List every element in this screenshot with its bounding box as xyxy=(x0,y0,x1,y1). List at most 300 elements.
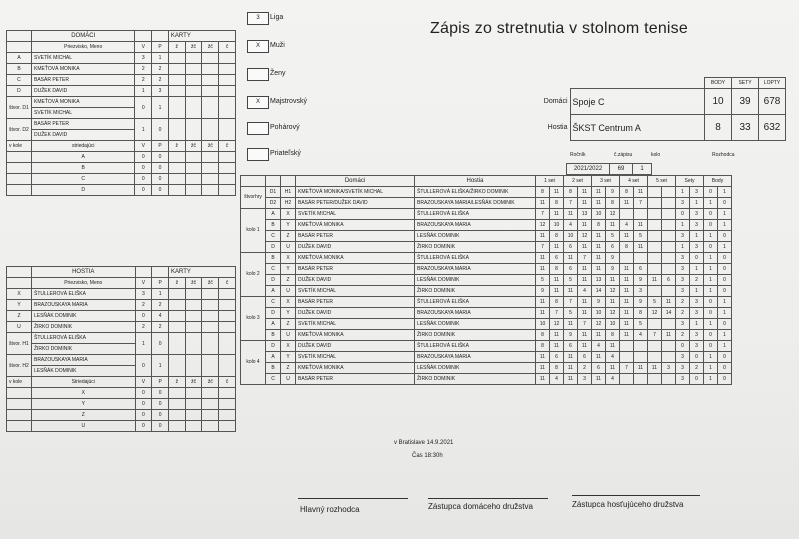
set-away-score xyxy=(634,374,648,385)
roster-row xyxy=(7,322,236,333)
card-cell xyxy=(168,53,185,64)
pts-home: 0 xyxy=(704,209,718,220)
sets-home: 3 xyxy=(676,253,690,264)
card-cell xyxy=(202,97,219,119)
card-cell xyxy=(168,152,185,163)
sets-away: 0 xyxy=(690,352,704,363)
sub-code: X xyxy=(31,388,135,399)
player-name: DUŽEK DAVID xyxy=(31,86,134,97)
sets-home: 3 xyxy=(676,363,690,374)
match-group: štvorhry xyxy=(241,187,266,209)
set-away-score: 13 xyxy=(578,209,592,220)
pts-home: 0 xyxy=(704,297,718,308)
set-away-score xyxy=(662,374,676,385)
away-roster-table xyxy=(6,266,236,432)
competition-checkbox-4[interactable] xyxy=(247,148,269,161)
set-away-score: 12 xyxy=(606,286,620,297)
set-away-score: 11 xyxy=(578,242,592,253)
card-cell xyxy=(185,75,202,86)
pts-away: 1 xyxy=(718,242,732,253)
sub-round xyxy=(7,163,32,174)
sub-v: 0 xyxy=(135,174,152,185)
hdr-p: P xyxy=(152,278,169,289)
match-away-code: U xyxy=(281,242,296,253)
hdr-gap xyxy=(152,267,169,278)
sub-v: 0 xyxy=(135,152,152,163)
grp-head xyxy=(241,176,266,187)
competition-checkbox-0[interactable]: X xyxy=(247,40,269,53)
card-cell xyxy=(168,289,185,300)
match-home-code: B xyxy=(266,253,281,264)
home-roster-panel xyxy=(6,30,236,196)
set-away-score xyxy=(662,187,676,198)
set-home-score: 10 xyxy=(592,209,606,220)
match-home-code: D xyxy=(266,341,281,352)
set-home-score: 7 xyxy=(620,363,634,374)
card-cell xyxy=(168,333,185,355)
set-home-score: 10 xyxy=(536,319,550,330)
home-body: 10 xyxy=(705,89,732,115)
set-away-score: 8 xyxy=(550,363,564,374)
pts-away: 1 xyxy=(718,308,732,319)
away-lopty: 632 xyxy=(759,115,786,141)
sub-p: 0 xyxy=(152,410,169,421)
card-cell xyxy=(168,410,185,421)
match-away-player: ŽIRKO DOMINIK xyxy=(415,286,536,297)
doubles-row xyxy=(7,333,236,344)
league-number-box[interactable]: 3 xyxy=(247,12,269,25)
sets-away: 3 xyxy=(690,308,704,319)
sub-round xyxy=(7,185,32,196)
set-home-score xyxy=(648,319,662,330)
hdr-body: BODY xyxy=(705,78,732,89)
hdr-gap xyxy=(152,31,169,42)
card-cell xyxy=(168,174,185,185)
match-home-player: SVETÍK MICHAL xyxy=(296,352,415,363)
set-away-score: 11 xyxy=(634,187,648,198)
set-home-score: 11 xyxy=(536,253,550,264)
page-title: Zápis zo stretnutia v stolnom tenise xyxy=(430,20,688,37)
sub-p: 0 xyxy=(152,163,169,174)
karty-label: KARTY xyxy=(168,31,235,42)
set-head: 3 set xyxy=(592,176,620,187)
set-home-score: 11 xyxy=(536,198,550,209)
pts-away: 0 xyxy=(718,198,732,209)
karty-col: žč xyxy=(185,42,202,53)
card-cell xyxy=(202,86,219,97)
match-away-code: X xyxy=(281,209,296,220)
match-away-code: U xyxy=(281,374,296,385)
set-head: 1 set xyxy=(536,176,564,187)
set-away-score: 11 xyxy=(606,297,620,308)
card-cell xyxy=(202,355,219,377)
sets-home: 3 xyxy=(676,198,690,209)
match-away-player: BRAZOUSKAYA MARIA xyxy=(415,220,536,231)
hostia-head: Hostia xyxy=(415,176,536,187)
card-cell xyxy=(219,97,236,119)
match-away-code: X xyxy=(281,297,296,308)
matches-table xyxy=(240,175,732,385)
set-away-score: 11 xyxy=(578,187,592,198)
set-away-score: 4 xyxy=(634,330,648,341)
match-away-player: LESŇÁK DOMINIK xyxy=(415,275,536,286)
sets-away: 3 xyxy=(690,330,704,341)
card-cell xyxy=(168,75,185,86)
karty-label: KARTY xyxy=(168,267,235,278)
card-cell xyxy=(219,289,236,300)
card-cell xyxy=(219,399,236,410)
set-home-score: 11 xyxy=(648,275,662,286)
kolo-hdr: v kole xyxy=(7,141,32,152)
match-home-player: KMEŤOVÁ MONIKA xyxy=(296,330,415,341)
player-p: 3 xyxy=(152,86,169,97)
roster-row xyxy=(7,289,236,300)
pts-home: 1 xyxy=(704,363,718,374)
card-cell xyxy=(185,388,202,399)
set-away-score: 6 xyxy=(606,242,620,253)
pts-home: 1 xyxy=(704,275,718,286)
sub-code: U xyxy=(31,421,135,432)
card-cell xyxy=(185,311,202,322)
set-home-score xyxy=(620,209,634,220)
sets-home: 1 xyxy=(676,242,690,253)
card-cell xyxy=(185,399,202,410)
competition-checkbox-2[interactable]: X xyxy=(247,96,269,109)
sets-home: 3 xyxy=(676,275,690,286)
player-p: 1 xyxy=(152,289,169,300)
sub-row xyxy=(7,410,236,421)
karty-col: žč xyxy=(202,141,219,152)
match-home-player: BASÁR PETER xyxy=(296,264,415,275)
karty-col: č xyxy=(219,278,236,289)
set-away-score: 11 xyxy=(550,330,564,341)
card-cell xyxy=(219,322,236,333)
set-away-score xyxy=(662,319,676,330)
doubles-v: 0 xyxy=(135,355,152,377)
doubles-player-name: KMEŤOVÁ MONIKA xyxy=(31,97,134,108)
card-cell xyxy=(219,86,236,97)
player-v: 2 xyxy=(135,64,152,75)
karty-col: č xyxy=(219,377,236,388)
set-home-score: 7 xyxy=(536,242,550,253)
roster-row xyxy=(7,300,236,311)
player-name: ŽIRKO DOMINIK xyxy=(31,322,135,333)
place-date: v Bratislave 14.9.2021 xyxy=(394,440,454,446)
sets-away: 3 xyxy=(690,242,704,253)
side-label: DOMÁCI xyxy=(31,31,134,42)
card-cell xyxy=(219,152,236,163)
roster-corner xyxy=(7,42,32,53)
player-code: B xyxy=(7,64,32,75)
sets-away: 3 xyxy=(690,297,704,308)
match-row xyxy=(241,308,732,319)
set-home-score: 11 xyxy=(620,275,634,286)
home-team-name: Spoje C xyxy=(570,89,705,115)
card-cell xyxy=(202,64,219,75)
pts-home: 1 xyxy=(704,319,718,330)
set-home-score: 11 xyxy=(648,363,662,374)
match-home-player: SVETÍK MICHAL xyxy=(296,209,415,220)
set-home-score: 11 xyxy=(564,253,578,264)
card-cell xyxy=(168,399,185,410)
match-home-code: B xyxy=(266,363,281,374)
teams-summary xyxy=(536,77,786,141)
match-row xyxy=(241,198,732,209)
match-away-code: Y xyxy=(281,352,296,363)
home-roster-table xyxy=(6,30,236,196)
set-away-score: 11 xyxy=(606,363,620,374)
set-away-score: 12 xyxy=(606,209,620,220)
match-away-code: Z xyxy=(281,319,296,330)
hdr-lopty: LOPTY xyxy=(759,78,786,89)
match-row xyxy=(241,253,732,264)
set-away-score: 12 xyxy=(550,319,564,330)
set-home-score xyxy=(648,374,662,385)
card-cell xyxy=(168,185,185,196)
set-head: 2 set xyxy=(564,176,592,187)
match-away-player: ŽIRKO DOMINIK xyxy=(415,374,536,385)
set-away-score xyxy=(662,231,676,242)
sub-code: C xyxy=(31,174,134,185)
set-away-score: 7 xyxy=(550,308,564,319)
set-away-score xyxy=(662,253,676,264)
doubles-label: štvor. D1 xyxy=(7,97,32,119)
pts-away: 0 xyxy=(718,286,732,297)
set-away-score xyxy=(662,198,676,209)
sets-home: 0 xyxy=(676,341,690,352)
match-away-code: Z xyxy=(281,231,296,242)
set-home-score: 5 xyxy=(564,275,578,286)
card-cell xyxy=(202,399,219,410)
match-home-code: A xyxy=(266,352,281,363)
set-home-score: 9 xyxy=(536,286,550,297)
set-away-score xyxy=(662,341,676,352)
set-home-score: 8 xyxy=(620,242,634,253)
match-home-code: C xyxy=(266,264,281,275)
set-away-score: 11 xyxy=(634,220,648,231)
karty-col: žč xyxy=(185,141,202,152)
sub-row xyxy=(7,388,236,399)
match-row xyxy=(241,242,732,253)
card-cell xyxy=(185,119,202,141)
player-name: ŠTULLEROVÁ ELIŠKA xyxy=(31,289,135,300)
match-row xyxy=(241,297,732,308)
home-roster-head xyxy=(7,31,236,42)
kolo-value: 1 xyxy=(633,164,652,175)
set-home-score xyxy=(648,209,662,220)
sets-away: 0 xyxy=(690,253,704,264)
set-away-score: 10 xyxy=(606,319,620,330)
set-home-score xyxy=(648,286,662,297)
roster-row xyxy=(7,75,236,86)
match-row xyxy=(241,209,732,220)
set-away-score: 9 xyxy=(634,297,648,308)
karty-col: č xyxy=(219,42,236,53)
away-sety: 33 xyxy=(732,115,759,141)
competition-checkbox-1[interactable] xyxy=(247,68,269,81)
match-away-code: U xyxy=(281,330,296,341)
roster-corner xyxy=(7,267,32,278)
sets-away: 1 xyxy=(690,286,704,297)
doubles-player-name: DUŽEK DAVID xyxy=(31,130,134,141)
competition-option-label-1: Ženy xyxy=(270,70,286,77)
set-home-score: 11 xyxy=(620,319,634,330)
card-cell xyxy=(219,163,236,174)
a-head xyxy=(281,176,296,187)
rocnik-value: 2021/2022 xyxy=(567,164,610,175)
match-home-code: B xyxy=(266,330,281,341)
card-cell xyxy=(219,421,236,432)
set-head: 4 set xyxy=(620,176,648,187)
card-cell xyxy=(185,421,202,432)
sets-home: 2 xyxy=(676,308,690,319)
match-away-code: Y xyxy=(281,220,296,231)
pts-away: 1 xyxy=(718,220,732,231)
stried-hdr: striedajúci xyxy=(31,141,134,152)
player-code: Y xyxy=(7,300,32,311)
set-away-score xyxy=(634,352,648,363)
set-away-score: 5 xyxy=(634,231,648,242)
sub-p: 0 xyxy=(152,399,169,410)
set-away-score: 6 xyxy=(662,275,676,286)
card-cell xyxy=(219,53,236,64)
set-home-score xyxy=(648,242,662,253)
player-v: 3 xyxy=(135,53,152,64)
competition-option-label-3: Pohárový xyxy=(270,124,300,131)
card-cell xyxy=(168,86,185,97)
pts-home: 0 xyxy=(704,330,718,341)
card-cell xyxy=(168,311,185,322)
hdr-sety: SETY xyxy=(732,78,759,89)
player-code: X xyxy=(7,289,32,300)
set-home-score: 6 xyxy=(564,264,578,275)
away-roster-head xyxy=(7,267,236,278)
set-home-score xyxy=(648,253,662,264)
set-home-score: 11 xyxy=(620,198,634,209)
set-home-score xyxy=(648,264,662,275)
card-cell xyxy=(185,185,202,196)
sets-away: 2 xyxy=(690,275,704,286)
sub-round xyxy=(7,152,32,163)
set-away-score xyxy=(634,253,648,264)
set-home-score: 11 xyxy=(592,231,606,242)
pts-away: 1 xyxy=(718,187,732,198)
player-code: A xyxy=(7,53,32,64)
match-away-player: ŽIRKO DOMINIK xyxy=(415,242,536,253)
set-home-score xyxy=(620,341,634,352)
card-cell xyxy=(185,355,202,377)
roster-row xyxy=(7,53,236,64)
match-away-player: ŠTULLEROVÁ ELIŠKA/ŽIRKO DOMINIK xyxy=(415,187,536,198)
subs-head xyxy=(7,141,236,152)
card-cell xyxy=(219,410,236,421)
pts-away: 0 xyxy=(718,275,732,286)
match-row xyxy=(241,319,732,330)
sub-code: B xyxy=(31,163,134,174)
set-home-score: 11 xyxy=(564,209,578,220)
set-home-score: 11 xyxy=(620,308,634,319)
set-away-score: 5 xyxy=(606,231,620,242)
set-away-score: 14 xyxy=(662,308,676,319)
set-away-score: 11 xyxy=(550,242,564,253)
match-away-player: BRAZOUSKAYA MARIA xyxy=(415,308,536,319)
set-away-score xyxy=(634,209,648,220)
karty-col: ž xyxy=(168,141,185,152)
card-cell xyxy=(202,174,219,185)
sets-away: 0 xyxy=(690,374,704,385)
set-home-score: 11 xyxy=(620,297,634,308)
set-away-score: 11 xyxy=(550,209,564,220)
sets-away: 1 xyxy=(690,231,704,242)
sub-row xyxy=(7,421,236,432)
match-row xyxy=(241,374,732,385)
hdr-v: V xyxy=(135,377,152,388)
competition-option-label-4: Priateľský xyxy=(270,150,301,157)
away-team-label: Hostia xyxy=(547,123,568,131)
player-v: 0 xyxy=(135,311,152,322)
set-home-score: 6 xyxy=(592,363,606,374)
set-home-score: 5 xyxy=(564,308,578,319)
set-home-score: 11 xyxy=(564,363,578,374)
sets-away: 3 xyxy=(690,209,704,220)
match-away-code: Y xyxy=(281,264,296,275)
set-away-score: 11 xyxy=(550,187,564,198)
card-cell xyxy=(202,410,219,421)
away-roster-panel xyxy=(6,266,236,432)
match-away-player: LESŇÁK DOMINIK xyxy=(415,231,536,242)
match-home-code: D1 xyxy=(266,187,281,198)
pts-away: 0 xyxy=(718,352,732,363)
set-home-score: 11 xyxy=(536,374,550,385)
card-cell xyxy=(185,333,202,355)
matches-head xyxy=(241,176,732,187)
card-cell xyxy=(185,322,202,333)
set-away-score xyxy=(662,242,676,253)
set-away-score xyxy=(634,341,648,352)
competition-checkbox-3[interactable] xyxy=(247,122,269,135)
doubles-v: 1 xyxy=(135,333,152,355)
set-away-score: 11 xyxy=(606,220,620,231)
match-away-player: BRAZOUSKAYA MARIA/LESŇÁK DOMINIK xyxy=(415,198,536,209)
set-away-score: 4 xyxy=(578,286,592,297)
doubles-v: 1 xyxy=(135,119,152,141)
match-away-code: Y xyxy=(281,308,296,319)
match-home-player: BASÁR PETER xyxy=(296,374,415,385)
match-away-code: H1 xyxy=(281,187,296,198)
player-name: BASÁR PETER xyxy=(31,75,134,86)
set-away-score: 7 xyxy=(634,198,648,209)
pts-away: 1 xyxy=(718,341,732,352)
set-away-score: 11 xyxy=(578,297,592,308)
set-away-score: 12 xyxy=(606,308,620,319)
sets-home: 0 xyxy=(676,209,690,220)
pts-away: 0 xyxy=(718,374,732,385)
set-away-score: 11 xyxy=(578,330,592,341)
match-group: kolo 2 xyxy=(241,253,266,297)
set-home-score: 11 xyxy=(592,352,606,363)
roster-row xyxy=(7,311,236,322)
doubles-p: 0 xyxy=(152,119,169,141)
player-v: 2 xyxy=(135,322,152,333)
doubles-player-name: ŽIRKO DOMINIK xyxy=(31,344,135,355)
set-home-score: 8 xyxy=(564,187,578,198)
set-away-score: 11 xyxy=(550,275,564,286)
card-cell xyxy=(219,355,236,377)
set-home-score: 7 xyxy=(536,209,550,220)
sub-row xyxy=(7,152,236,163)
card-cell xyxy=(219,333,236,355)
sub-v: 0 xyxy=(135,163,152,174)
